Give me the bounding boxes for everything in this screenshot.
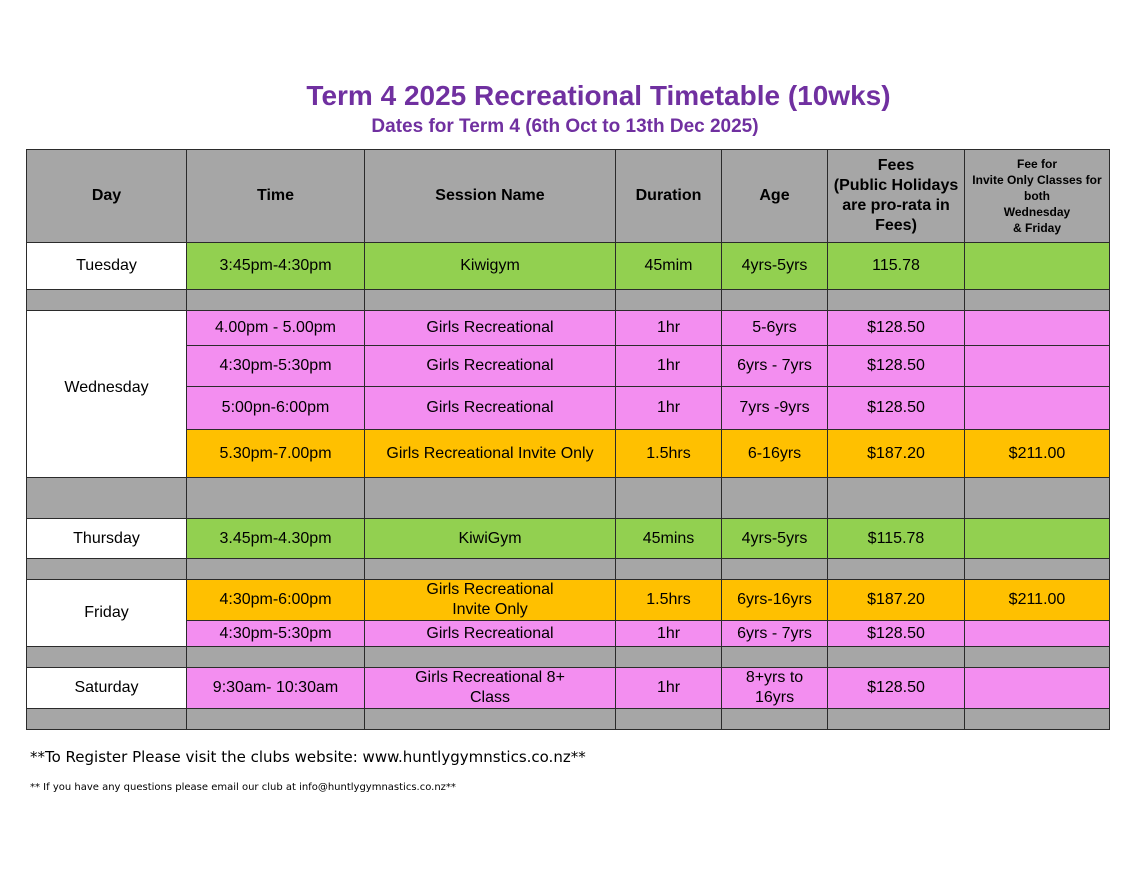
header-fees-line: are pro-rata in	[842, 197, 950, 214]
header-fees	[828, 150, 965, 243]
session-cell: Girls Recreational	[365, 387, 616, 430]
table-row	[27, 430, 1110, 478]
invite-fee-cell	[965, 311, 1110, 346]
time-cell: 3:45pm-4:30pm	[187, 243, 365, 290]
age-cell: 4yrs-5yrs	[722, 519, 828, 559]
separator-cell	[365, 478, 616, 519]
separator-cell	[965, 647, 1110, 668]
separator-cell	[365, 709, 616, 730]
fee-cell: $187.20	[828, 430, 965, 478]
separator-cell	[27, 290, 187, 311]
separator-cell	[722, 478, 828, 519]
separator-row	[27, 559, 1110, 580]
separator-cell	[365, 647, 616, 668]
separator-row	[27, 709, 1110, 730]
separator-cell	[365, 290, 616, 311]
fee-cell: 115.78	[828, 243, 965, 290]
invite-fee-cell	[965, 519, 1110, 559]
separator-row	[27, 478, 1110, 519]
duration-cell: 1hr	[616, 621, 722, 647]
day-tuesday: Tuesday	[27, 243, 187, 290]
age-cell: 7yrs -9yrs	[722, 387, 828, 430]
time-cell: 9:30am- 10:30am	[187, 668, 365, 709]
table-row	[27, 668, 1110, 709]
duration-cell: 1hr	[616, 311, 722, 346]
separator-cell	[722, 559, 828, 580]
age-cell: 6yrs - 7yrs	[722, 346, 828, 387]
separator-cell	[616, 290, 722, 311]
separator-cell	[965, 559, 1110, 580]
invite-fee-cell: $211.00	[965, 580, 1110, 621]
age-line: 16yrs	[754, 689, 795, 706]
invite-fee-cell	[965, 346, 1110, 387]
header-duration: Duration	[616, 150, 722, 243]
table-row	[27, 580, 1110, 621]
session-line: Girls Recreational 8+	[415, 669, 565, 686]
separator-cell	[828, 647, 965, 668]
fee-cell: $128.50	[828, 387, 965, 430]
session-cell: Girls Recreational	[365, 346, 616, 387]
time-cell: 3.45pm-4.30pm	[187, 519, 365, 559]
day-saturday: Saturday	[27, 668, 187, 709]
time-cell: 4.00pm - 5.00pm	[187, 311, 365, 346]
invite-fee-cell	[965, 668, 1110, 709]
separator-cell	[616, 559, 722, 580]
session-cell: Girls Recreational Invite Only	[365, 430, 616, 478]
time-cell: 4:30pm-6:00pm	[187, 580, 365, 621]
fee-cell: $128.50	[828, 346, 965, 387]
separator-cell	[27, 559, 187, 580]
duration-cell: 1hr	[616, 346, 722, 387]
header-age: Age	[722, 150, 828, 243]
invite-fee-cell	[965, 243, 1110, 290]
session-cell: Kiwigym	[365, 243, 616, 290]
fee-cell: $128.50	[828, 621, 965, 647]
separator-cell	[187, 559, 365, 580]
header-invite-line: Wednesday	[1003, 205, 1071, 219]
separator-cell	[27, 647, 187, 668]
table-row	[27, 621, 1110, 647]
time-cell: 4:30pm-5:30pm	[187, 621, 365, 647]
age-cell: 5-6yrs	[722, 311, 828, 346]
time-cell: 5:00pn-6:00pm	[187, 387, 365, 430]
header-day: Day	[27, 150, 187, 243]
header-invite-line: both	[1024, 189, 1050, 203]
duration-cell: 1hr	[616, 668, 722, 709]
separator-cell	[965, 290, 1110, 311]
separator-cell	[365, 559, 616, 580]
separator-cell	[187, 478, 365, 519]
age-cell: 6yrs-16yrs	[722, 580, 828, 621]
table-row	[27, 243, 1110, 290]
age-cell: 6yrs - 7yrs	[722, 621, 828, 647]
header-fees-line: (Public Holidays	[833, 177, 959, 194]
fee-cell: $128.50	[828, 311, 965, 346]
separator-cell	[828, 478, 965, 519]
table-row	[27, 311, 1110, 346]
separator-row	[27, 290, 1110, 311]
page-subtitle: Dates for Term 4 (6th Oct to 13th Dec 2025)	[371, 116, 759, 137]
session-cell: KiwiGym	[365, 519, 616, 559]
header-fees-line: Fees)	[875, 217, 917, 234]
invite-fee-cell	[965, 621, 1110, 647]
header-session: Session Name	[365, 150, 616, 243]
timetable	[26, 149, 1110, 730]
session-line: Invite Only	[452, 601, 528, 618]
session-cell	[365, 668, 616, 709]
duration-cell: 45mins	[616, 519, 722, 559]
separator-cell	[722, 647, 828, 668]
separator-cell	[616, 478, 722, 519]
separator-cell	[828, 559, 965, 580]
session-line: Class	[469, 689, 510, 706]
separator-cell	[722, 290, 828, 311]
session-cell: Girls Recreational	[365, 311, 616, 346]
separator-row	[27, 647, 1110, 668]
header-time: Time	[187, 150, 365, 243]
fee-cell: $128.50	[828, 668, 965, 709]
separator-cell	[187, 709, 365, 730]
separator-cell	[722, 709, 828, 730]
duration-cell: 45mim	[616, 243, 722, 290]
separator-cell	[27, 478, 187, 519]
separator-cell	[27, 709, 187, 730]
header-invite-fee	[965, 150, 1110, 243]
separator-cell	[828, 290, 965, 311]
duration-cell: 1.5hrs	[616, 430, 722, 478]
invite-fee-cell	[965, 387, 1110, 430]
duration-cell: 1.5hrs	[616, 580, 722, 621]
day-wednesday: Wednesday	[27, 311, 187, 478]
header-invite-line: Fee for	[1016, 157, 1057, 171]
age-cell	[722, 668, 828, 709]
header-row	[27, 150, 1110, 243]
session-cell	[365, 580, 616, 621]
session-cell: Girls Recreational	[365, 621, 616, 647]
header-invite-line: Invite Only Classes for	[972, 173, 1102, 187]
time-cell: 5.30pm-7.00pm	[187, 430, 365, 478]
table-row	[27, 346, 1110, 387]
age-cell: 6-16yrs	[722, 430, 828, 478]
register-note: **To Register Please visit the clubs website: www.huntlygymnstics.co.nz**	[30, 748, 586, 766]
table-row	[27, 519, 1110, 559]
duration-cell: 1hr	[616, 387, 722, 430]
separator-cell	[965, 709, 1110, 730]
separator-cell	[187, 290, 365, 311]
age-line: 8+yrs to	[745, 669, 804, 686]
separator-cell	[828, 709, 965, 730]
separator-cell	[187, 647, 365, 668]
separator-cell	[616, 647, 722, 668]
day-thursday: Thursday	[27, 519, 187, 559]
separator-cell	[965, 478, 1110, 519]
page-title: Term 4 2025 Recreational Timetable (10wks)	[306, 80, 891, 111]
fee-cell: $115.78	[828, 519, 965, 559]
questions-note: ** If you have any questions please email our club at info@huntlygymnastics.co.nz**	[30, 782, 456, 793]
table-row	[27, 387, 1110, 430]
header-invite-line: & Friday	[1012, 221, 1061, 235]
session-line: Girls Recreational	[426, 581, 554, 598]
day-friday: Friday	[27, 580, 187, 647]
invite-fee-cell: $211.00	[965, 430, 1110, 478]
separator-cell	[616, 709, 722, 730]
fee-cell: $187.20	[828, 580, 965, 621]
time-cell: 4:30pm-5:30pm	[187, 346, 365, 387]
header-fees-line: Fees	[877, 157, 915, 174]
age-cell: 4yrs-5yrs	[722, 243, 828, 290]
